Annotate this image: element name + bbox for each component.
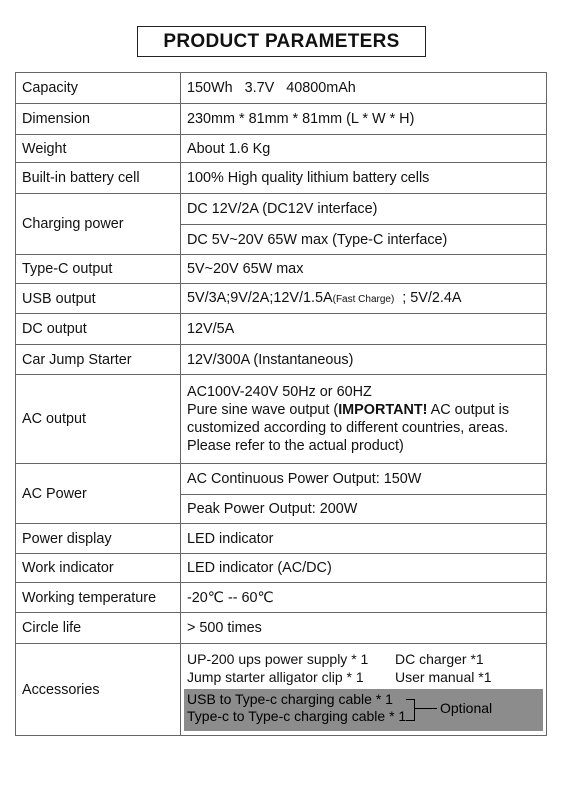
row-value: 5V~20V 65W max <box>181 255 547 284</box>
row-label: Dimension <box>16 104 181 135</box>
row-value: About 1.6 Kg <box>181 135 547 163</box>
ac-line-4: Please refer to the actual product) <box>187 438 404 454</box>
usb-main: 5V/3A;9V/2A;12V/1.5A <box>187 289 333 306</box>
row-value: 12V/300A (Instantaneous) <box>181 345 547 375</box>
accessory-manual: User manual *1 <box>395 669 492 685</box>
row-value: DC 5V~20V 65W max (Type-C interface) <box>181 225 547 255</box>
row-label: Weight <box>16 135 181 163</box>
row-label: DC output <box>16 314 181 345</box>
table-row <box>16 284 547 314</box>
optional-label: Optional <box>440 700 493 716</box>
row-value: AC Continuous Power Output: 150W <box>181 464 547 495</box>
table-row <box>16 464 547 495</box>
row-value: 230mm * 81mm * 81mm (L * W * H) <box>181 104 547 135</box>
accessory-ups: UP-200 ups power supply * 1 <box>187 651 369 667</box>
bracket-line <box>415 708 437 709</box>
parameters-table <box>15 72 547 736</box>
table-row <box>16 345 547 375</box>
row-value: LED indicator (AC/DC) <box>181 554 547 583</box>
ac-line-2-pre: Pure sine wave output ( <box>187 402 339 418</box>
row-value: > 500 times <box>181 613 547 644</box>
optional-accessories <box>184 689 543 731</box>
row-label: Charging power <box>16 194 181 255</box>
row-label: Working temperature <box>16 583 181 613</box>
row-label: Circle life <box>16 613 181 644</box>
table-row <box>16 255 547 284</box>
row-value: 150Wh 3.7V 40800mAh <box>181 73 547 104</box>
ac-line-2 <box>187 401 540 419</box>
table-row <box>16 135 547 163</box>
table-row <box>16 163 547 194</box>
row-value <box>181 375 547 464</box>
row-value: 100% High quality lithium battery cells <box>181 163 547 194</box>
row-value: Peak Power Output: 200W <box>181 495 547 524</box>
row-label: Type-C output <box>16 255 181 284</box>
accessory-dc-charger: DC charger *1 <box>395 651 484 667</box>
optional-typec-cable: Type-c to Type-c charging cable * 1 <box>187 708 407 724</box>
table-row <box>16 194 547 225</box>
table-row <box>16 375 547 464</box>
row-value: DC 12V/2A (DC12V interface) <box>181 194 547 225</box>
page-title: PRODUCT PARAMETERS <box>137 26 426 57</box>
accessories-list <box>181 644 547 736</box>
list-item <box>187 668 540 686</box>
row-label: Accessories <box>16 644 181 736</box>
important-note: IMPORTANT! <box>338 402 428 418</box>
ac-line-1: AC100V-240V 50Hz or 60HZ <box>187 384 372 400</box>
table-row <box>16 613 547 644</box>
row-value: 12V/5A <box>181 314 547 345</box>
row-label: Car Jump Starter <box>16 345 181 375</box>
table-row <box>16 583 547 613</box>
accessory-clip: Jump starter alligator clip * 1 <box>187 669 364 685</box>
table-row <box>16 73 547 104</box>
row-value <box>181 284 547 314</box>
bracket-icon <box>406 699 415 721</box>
ac-line-3: customized according to different countries, areas. <box>187 420 509 436</box>
row-label: AC Power <box>16 464 181 524</box>
row-label: Power display <box>16 524 181 554</box>
table-row <box>16 104 547 135</box>
list-item <box>187 650 540 668</box>
row-label: Work indicator <box>16 554 181 583</box>
table-row <box>16 644 547 736</box>
row-label: USB output <box>16 284 181 314</box>
usb-tail: ; 5V/2.4A <box>394 289 462 306</box>
row-label: Built-in battery cell <box>16 163 181 194</box>
row-label: Capacity <box>16 73 181 104</box>
row-value: LED indicator <box>181 524 547 554</box>
ac-line-2-post: AC output is <box>427 402 510 418</box>
table-row <box>16 554 547 583</box>
table-row <box>16 314 547 345</box>
row-value: -20℃ -- 60℃ <box>181 583 547 613</box>
table-row <box>16 524 547 554</box>
fast-charge-note: (Fast Charge) <box>332 293 395 305</box>
optional-usb-cable: USB to Type-c charging cable * 1 <box>187 691 393 707</box>
row-label: AC output <box>16 375 181 464</box>
